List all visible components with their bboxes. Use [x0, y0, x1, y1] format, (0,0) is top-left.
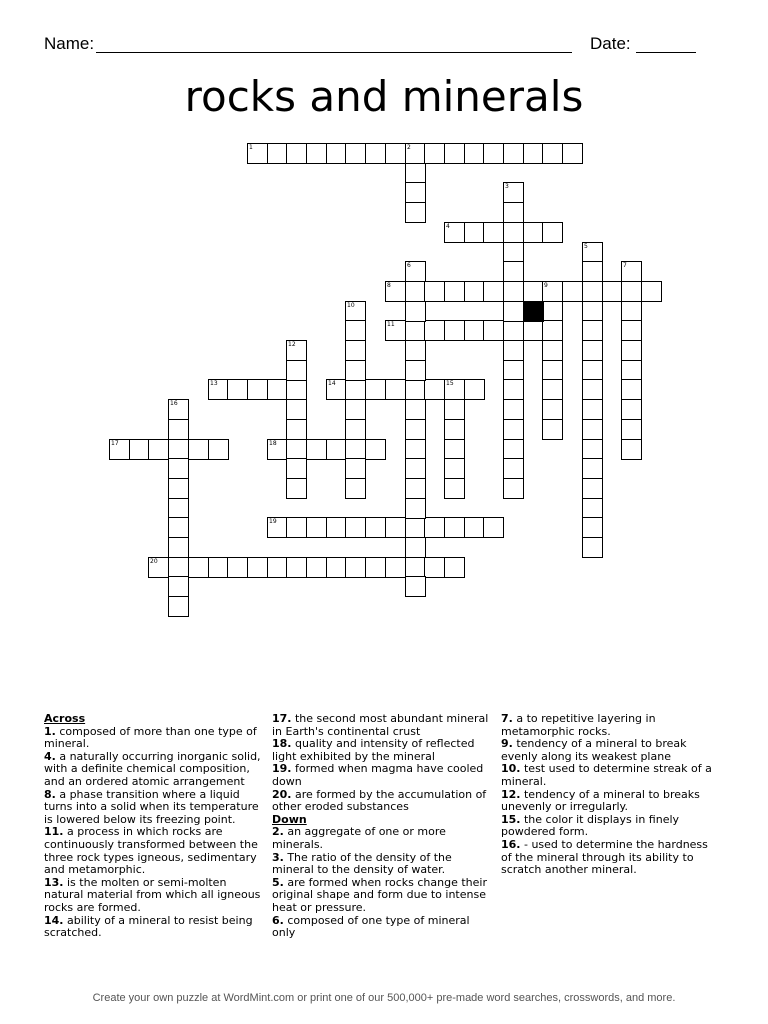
- grid-cell[interactable]: [542, 222, 563, 243]
- grid-cell[interactable]: [286, 399, 307, 420]
- clue-down-3: 3. The ratio of the density of the mineral to the density of water.: [272, 850, 452, 877]
- grid-cell[interactable]: [503, 182, 524, 203]
- grid-cell[interactable]: [582, 320, 603, 341]
- grid-cell[interactable]: [385, 320, 406, 341]
- grid-cell[interactable]: [286, 379, 307, 400]
- down-heading: Down: [272, 812, 307, 826]
- grid-cell[interactable]: [385, 281, 406, 302]
- clue-number: 4: [446, 223, 450, 230]
- grid-cell[interactable]: [464, 379, 485, 400]
- grid-cell[interactable]: [542, 281, 563, 302]
- grid-cell[interactable]: [168, 478, 189, 499]
- grid-cell[interactable]: [345, 143, 366, 164]
- grid-cell[interactable]: [503, 439, 524, 460]
- grid-cell[interactable]: [385, 379, 406, 400]
- grid-cell[interactable]: [503, 301, 524, 322]
- grid-cell[interactable]: [503, 399, 524, 420]
- grid-cell[interactable]: [345, 320, 366, 341]
- grid-cell[interactable]: [641, 281, 662, 302]
- grid-cell[interactable]: [286, 419, 307, 440]
- clue-across-18: 18. quality and intensity of reflected light exhibited by the mineral: [272, 737, 475, 763]
- grid-cell[interactable]: [365, 379, 386, 400]
- grid-cell[interactable]: [405, 576, 426, 597]
- grid-cell[interactable]: [483, 143, 504, 164]
- grid-cell[interactable]: [227, 379, 248, 400]
- grid-cell[interactable]: [503, 478, 524, 499]
- clue-across-13: 13. is the molten or semi-molten natural material from which all igneous rocks are formed.: [44, 875, 261, 914]
- grid-cell[interactable]: [405, 439, 426, 460]
- grid-cell[interactable]: [542, 143, 563, 164]
- grid-cell[interactable]: [286, 439, 307, 460]
- grid-cell[interactable]: [326, 143, 347, 164]
- grid-cell[interactable]: [109, 439, 130, 460]
- grid-cell[interactable]: [148, 439, 169, 460]
- grid-cell[interactable]: [208, 379, 229, 400]
- clue-down-10: 10. test used to determine streak of a mineral.: [501, 762, 712, 788]
- grid-cell[interactable]: [503, 281, 524, 302]
- grid-cell[interactable]: [405, 379, 426, 400]
- grid-cell[interactable]: [168, 596, 189, 617]
- clue-number: 15: [446, 380, 454, 387]
- grid-cell[interactable]: [582, 498, 603, 519]
- grid-cell[interactable]: [365, 557, 386, 578]
- grid-cell[interactable]: [542, 419, 563, 440]
- grid-cell[interactable]: [444, 557, 465, 578]
- clue-number: 7: [623, 262, 627, 269]
- grid-cell[interactable]: [503, 379, 524, 400]
- grid-cell[interactable]: [345, 517, 366, 538]
- grid-cell[interactable]: [326, 379, 347, 400]
- grid-cell[interactable]: [168, 576, 189, 597]
- clue-down-9: 9. tendency of a mineral to break evenly along its weakest plane: [501, 737, 687, 763]
- grid-cell[interactable]: [345, 301, 366, 322]
- clue-number: 14: [328, 380, 336, 387]
- grid-cell[interactable]: [621, 281, 642, 302]
- grid-cell[interactable]: [444, 281, 465, 302]
- grid-cell[interactable]: [582, 419, 603, 440]
- grid-cell[interactable]: [621, 301, 642, 322]
- clue-across-4: 4. a naturally occurring inorganic solid, with a definite chemical composition, and an ordered atomic arrangement: [44, 749, 261, 788]
- grid-cell[interactable]: [444, 517, 465, 538]
- grid-cell[interactable]: [405, 399, 426, 420]
- grid-cell[interactable]: [444, 399, 465, 420]
- grid-cell[interactable]: [483, 281, 504, 302]
- grid-cell[interactable]: [345, 439, 366, 460]
- grid-cell[interactable]: [405, 517, 426, 538]
- clue-down-5: 5. are formed when rocks change their original shape and form due to intense heat or pressure.: [272, 875, 487, 914]
- grid-cell[interactable]: [582, 399, 603, 420]
- grid-cell[interactable]: [483, 517, 504, 538]
- clues-column-3: [501, 713, 721, 877]
- clue-across-11: 11. a process in which rocks are continuously transformed between the three rock types igneous, sedimentary and metamorphic.: [44, 825, 258, 877]
- grid-cell[interactable]: [582, 340, 603, 361]
- grid-cell[interactable]: [365, 439, 386, 460]
- clue-number: 18: [269, 440, 277, 447]
- grid-cell[interactable]: [523, 281, 544, 302]
- grid-cell[interactable]: [345, 419, 366, 440]
- grid-cell[interactable]: [168, 458, 189, 479]
- grid-cell[interactable]: [168, 419, 189, 440]
- clue-across-20: 20. are formed by the accumulation of other eroded substances: [272, 787, 487, 814]
- grid-cell[interactable]: [582, 242, 603, 263]
- black-square: [523, 301, 544, 322]
- grid-cell[interactable]: [326, 517, 347, 538]
- across-heading: Across: [44, 712, 86, 725]
- clue-number: 19: [269, 518, 277, 525]
- grid-cell[interactable]: [188, 439, 209, 460]
- grid-cell[interactable]: [621, 320, 642, 341]
- grid-cell[interactable]: [208, 439, 229, 460]
- grid-cell[interactable]: [405, 360, 426, 381]
- puzzle-title: rocks and minerals: [184, 72, 584, 121]
- grid-cell[interactable]: [385, 143, 406, 164]
- grid-cell[interactable]: [247, 143, 268, 164]
- grid-cell[interactable]: [464, 281, 485, 302]
- grid-cell[interactable]: [129, 439, 150, 460]
- grid-cell[interactable]: [483, 222, 504, 243]
- grid-cell[interactable]: [286, 340, 307, 361]
- grid-cell[interactable]: [267, 379, 288, 400]
- clue-number: 5: [584, 243, 588, 250]
- grid-cell[interactable]: [621, 340, 642, 361]
- footer-text: Create your own puzzle at WordMint.com or print one of our 500,000+ pre-made word searches, crosswords, and more.: [92, 992, 676, 1004]
- grid-cell[interactable]: [286, 478, 307, 499]
- grid-cell[interactable]: [424, 320, 445, 341]
- clue-number: 16: [170, 400, 178, 407]
- grid-cell[interactable]: [503, 340, 524, 361]
- grid-cell[interactable]: [405, 340, 426, 361]
- grid-cell[interactable]: [405, 281, 426, 302]
- grid-cell[interactable]: [168, 498, 189, 519]
- grid-cell[interactable]: [405, 143, 426, 164]
- grid-cell[interactable]: [168, 517, 189, 538]
- grid-cell[interactable]: [326, 557, 347, 578]
- grid-cell[interactable]: [621, 399, 642, 420]
- clue-number: 12: [288, 341, 296, 348]
- grid-cell[interactable]: [582, 301, 603, 322]
- grid-cell[interactable]: [523, 222, 544, 243]
- clues-column-2: [272, 713, 492, 940]
- grid-cell[interactable]: [168, 399, 189, 420]
- grid-cell[interactable]: [464, 222, 485, 243]
- grid-cell[interactable]: [267, 517, 288, 538]
- grid-cell[interactable]: [503, 202, 524, 223]
- grid-cell[interactable]: [345, 458, 366, 479]
- grid-cell[interactable]: [424, 379, 445, 400]
- grid-cell[interactable]: [306, 557, 327, 578]
- grid-cell[interactable]: [562, 281, 583, 302]
- grid-cell[interactable]: [405, 498, 426, 519]
- grid-cell[interactable]: [444, 222, 465, 243]
- clue-number: 13: [210, 380, 218, 387]
- date-label: Date:: [590, 34, 631, 53]
- clue-number: 20: [150, 558, 158, 565]
- grid-cell[interactable]: [542, 301, 563, 322]
- grid-cell[interactable]: [405, 537, 426, 558]
- grid-cell[interactable]: [503, 222, 524, 243]
- grid-cell[interactable]: [424, 517, 445, 538]
- grid-cell[interactable]: [582, 261, 603, 282]
- name-label: Name:: [44, 34, 95, 53]
- grid-cell[interactable]: [247, 379, 268, 400]
- grid-cell[interactable]: [582, 537, 603, 558]
- grid-cell[interactable]: [168, 557, 189, 578]
- grid-cell[interactable]: [306, 517, 327, 538]
- grid-cell[interactable]: [444, 478, 465, 499]
- grid-cell[interactable]: [523, 320, 544, 341]
- grid-cell[interactable]: [326, 439, 347, 460]
- grid-cell[interactable]: [424, 557, 445, 578]
- grid-cell[interactable]: [602, 281, 623, 302]
- grid-cell[interactable]: [621, 379, 642, 400]
- grid-cell[interactable]: [444, 379, 465, 400]
- grid-cell[interactable]: [424, 143, 445, 164]
- grid-cell[interactable]: [345, 399, 366, 420]
- grid-cell[interactable]: [306, 143, 327, 164]
- grid-cell[interactable]: [621, 261, 642, 282]
- grid-cell[interactable]: [365, 143, 386, 164]
- grid-cell[interactable]: [385, 517, 406, 538]
- grid-cell[interactable]: [444, 143, 465, 164]
- clue-number: 3: [505, 183, 509, 190]
- grid-cell[interactable]: [444, 439, 465, 460]
- grid-cell[interactable]: [267, 557, 288, 578]
- grid-cell[interactable]: [345, 360, 366, 381]
- grid-cell[interactable]: [582, 439, 603, 460]
- grid-cell[interactable]: [286, 143, 307, 164]
- grid-cell[interactable]: [503, 242, 524, 263]
- grid-cell[interactable]: [503, 419, 524, 440]
- clue-across-19: 19. formed when magma have cooled down: [272, 762, 484, 788]
- grid-cell[interactable]: [148, 557, 169, 578]
- grid-cell[interactable]: [286, 557, 307, 578]
- clue-number: 8: [387, 282, 391, 289]
- clue-number: 11: [387, 321, 395, 328]
- clue-down-12: 12. tendency of a mineral to breaks unevenly or irregularly.: [501, 787, 700, 814]
- grid-cell[interactable]: [444, 320, 465, 341]
- clue-number: 1: [249, 144, 253, 151]
- clue-across-14: 14. ability of a mineral to resist being scratched.: [44, 913, 253, 940]
- grid-cell[interactable]: [168, 537, 189, 558]
- clue-down-6: 6. composed of one type of mineral only: [272, 913, 470, 940]
- grid-cell[interactable]: [405, 419, 426, 440]
- grid-cell[interactable]: [503, 143, 524, 164]
- grid-cell[interactable]: [405, 557, 426, 578]
- grid-cell[interactable]: [345, 340, 366, 361]
- grid-cell[interactable]: [405, 320, 426, 341]
- grid-cell[interactable]: [562, 143, 583, 164]
- grid-cell[interactable]: [621, 439, 642, 460]
- grid-cell[interactable]: [582, 517, 603, 538]
- grid-cell[interactable]: [345, 379, 366, 400]
- grid-cell[interactable]: [503, 458, 524, 479]
- clue-down-15: 15. the color it displays in finely powdered form.: [501, 812, 680, 839]
- grid-cell[interactable]: [286, 360, 307, 381]
- grid-cell[interactable]: [405, 261, 426, 282]
- clue-number: 6: [407, 262, 411, 269]
- grid-cell[interactable]: [405, 182, 426, 203]
- clue-number: 10: [347, 302, 355, 309]
- grid-cell[interactable]: [503, 320, 524, 341]
- grid-cell[interactable]: [542, 340, 563, 361]
- grid-cell[interactable]: [247, 557, 268, 578]
- clue-across-17: 17. the second most abundant mineral in Earth's continental crust: [272, 712, 489, 738]
- grid-cell[interactable]: [542, 399, 563, 420]
- grid-cell[interactable]: [286, 458, 307, 479]
- grid-cell[interactable]: [345, 557, 366, 578]
- grid-cell[interactable]: [267, 143, 288, 164]
- grid-cell[interactable]: [306, 439, 327, 460]
- grid-cell[interactable]: [621, 419, 642, 440]
- grid-cell[interactable]: [227, 557, 248, 578]
- grid-cell[interactable]: [365, 517, 386, 538]
- grid-cell[interactable]: [542, 360, 563, 381]
- grid-cell[interactable]: [582, 360, 603, 381]
- clue-number: 9: [544, 282, 548, 289]
- grid-cell[interactable]: [345, 478, 366, 499]
- grid-cell[interactable]: [542, 379, 563, 400]
- grid-cell[interactable]: [503, 261, 524, 282]
- grid-cell[interactable]: [208, 557, 229, 578]
- grid-cell[interactable]: [405, 301, 426, 322]
- clue-down-2: 2. an aggregate of one or more minerals.: [272, 825, 446, 851]
- grid-cell[interactable]: [424, 281, 445, 302]
- grid-cell[interactable]: [503, 360, 524, 381]
- grid-cell[interactable]: [582, 379, 603, 400]
- grid-cell[interactable]: [267, 439, 288, 460]
- grid-cell[interactable]: [405, 163, 426, 184]
- clues-column-1: [44, 713, 264, 940]
- grid-cell[interactable]: [582, 478, 603, 499]
- grid-cell[interactable]: [582, 281, 603, 302]
- clue-down-16: 16. - used to determine the hardness of the mineral through its ability to scratch another mineral.: [501, 837, 708, 877]
- grid-cell[interactable]: [464, 517, 485, 538]
- clue-number: 17: [111, 440, 119, 447]
- clue-number: 2: [407, 144, 411, 151]
- grid-cell[interactable]: [188, 557, 209, 578]
- grid-cell[interactable]: [444, 458, 465, 479]
- grid-cell[interactable]: [621, 360, 642, 381]
- grid-cell[interactable]: [464, 320, 485, 341]
- grid-cell[interactable]: [385, 557, 406, 578]
- clue-down-7: 7. a to repetitive layering in metamorphic rocks.: [501, 712, 656, 738]
- grid-cell[interactable]: [286, 517, 307, 538]
- grid-cell[interactable]: [464, 143, 485, 164]
- grid-cell[interactable]: [168, 439, 189, 460]
- clue-across-8: 8. a phase transition where a liquid turns into a solid when its temperature is lowered below its freezing point.: [44, 787, 259, 826]
- grid-cell[interactable]: [582, 458, 603, 479]
- grid-cell[interactable]: [483, 320, 504, 341]
- clue-across-1: 1. composed of more than one type of mineral.: [44, 724, 257, 751]
- grid-cell[interactable]: [444, 419, 465, 440]
- grid-cell[interactable]: [405, 202, 426, 223]
- grid-cell[interactable]: [542, 320, 563, 341]
- grid-cell[interactable]: [523, 143, 544, 164]
- grid-cell[interactable]: [405, 458, 426, 479]
- grid-cell[interactable]: [405, 478, 426, 499]
